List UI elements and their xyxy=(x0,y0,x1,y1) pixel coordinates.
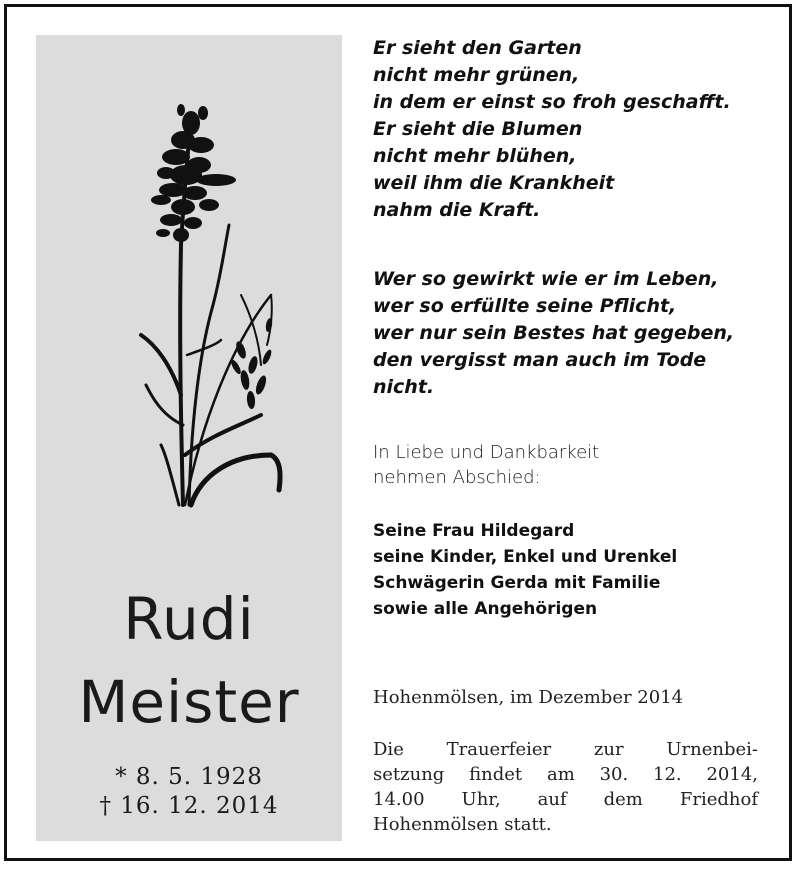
poem-line: den vergisst man auch im Tode xyxy=(373,349,707,371)
farewell-text xyxy=(373,440,599,490)
poem-line: Wer so gewirkt wie er im Leben, xyxy=(373,268,719,290)
poem-line: nahm die Kraft. xyxy=(373,199,541,221)
poem-line: weil ihm die Krankheit xyxy=(373,172,615,194)
left-panel xyxy=(36,35,342,841)
deceased-last-name: Meister xyxy=(78,668,300,736)
obituary-frame xyxy=(4,4,792,861)
deceased-first-name: Rudi xyxy=(123,585,255,653)
mourners-list xyxy=(373,518,677,622)
mourner-line: Schwägerin Gerda mit Familie xyxy=(373,573,661,593)
poem-line: wer so erfüllte seine Pflicht, xyxy=(373,295,677,317)
grass-plant-icon xyxy=(121,95,291,515)
birth-date: * 8. 5. 1928 xyxy=(115,764,263,790)
poem-line: Er sieht die Blumen xyxy=(373,118,583,140)
service-line: 14.00 Uhr, auf dem Friedhof xyxy=(373,789,758,810)
service-line: Die Trauerfeier zur Urnenbei- xyxy=(373,739,758,760)
poem-line: wer nur sein Bestes hat gegeben, xyxy=(373,322,735,344)
funeral-service-info xyxy=(373,737,758,837)
poem-line: nicht mehr blühen, xyxy=(373,145,577,167)
mourner-line: sowie alle Angehörigen xyxy=(373,599,598,619)
service-line: Hohenmölsen statt. xyxy=(373,814,552,835)
farewell-line: nehmen Abschied: xyxy=(373,467,541,488)
poem-stanza-1 xyxy=(373,35,731,224)
life-dates xyxy=(36,763,342,821)
place-date: Hohenmölsen, im Dezember 2014 xyxy=(373,687,684,708)
farewell-line: In Liebe und Dankbarkeit xyxy=(373,442,600,463)
mourner-line: seine Kinder, Enkel und Urenkel xyxy=(373,547,678,567)
poem-line: nicht mehr grünen, xyxy=(373,64,580,86)
poem-line: in dem er einst so froh geschafft. xyxy=(373,91,731,113)
death-date: † 16. 12. 2014 xyxy=(99,793,279,819)
service-line: setzung findet am 30. 12. 2014, xyxy=(373,764,758,785)
mourner-line: Seine Frau Hildegard xyxy=(373,521,575,541)
poem-line: Er sieht den Garten xyxy=(373,37,582,59)
poem-line: nicht. xyxy=(373,376,435,398)
poem-stanza-2 xyxy=(373,266,734,401)
